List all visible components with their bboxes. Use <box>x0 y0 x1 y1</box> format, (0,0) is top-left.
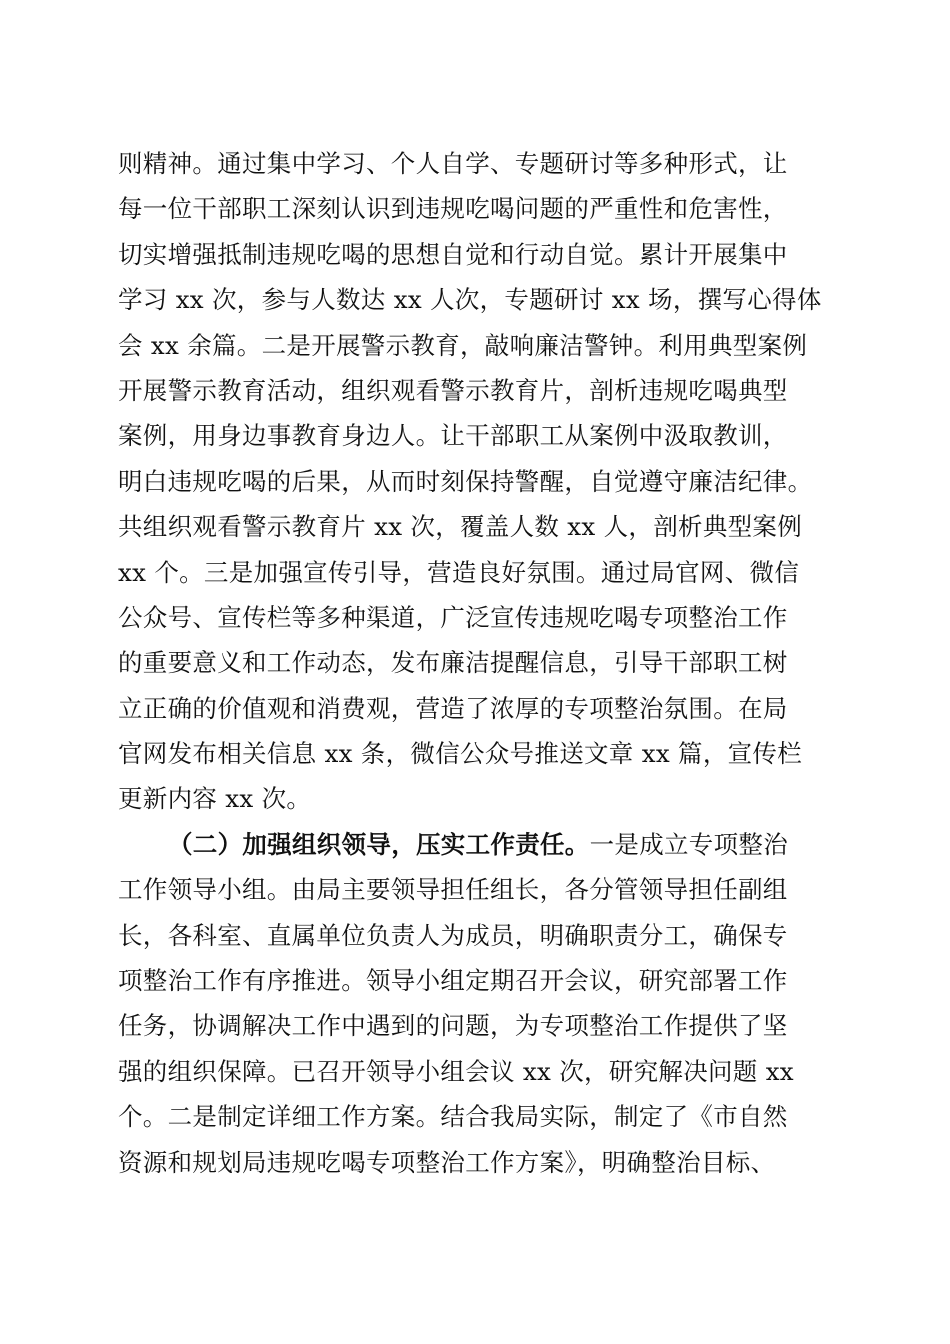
paragraph-line: 长，各科室、直属单位负责人为成员，明确职责分工，确保专 <box>118 920 788 950</box>
paragraph-line: 会 xx 余篇。二是开展警示教育，敲响廉洁警钟。利用典型案例 <box>118 330 808 360</box>
paragraph-line: 公众号、宣传栏等多种渠道，广泛宣传违规吃喝专项整治工作 <box>118 602 788 632</box>
paragraph-line: 强的组织保障。已召开领导小组会议 xx 次，研究解决问题 xx <box>118 1056 794 1086</box>
paragraph-line: 则精神。通过集中学习、个人自学、专题研讨等多种形式，让 <box>118 149 788 178</box>
section-heading-rest: 一是成立专项整治 <box>589 829 789 859</box>
paragraph-line: 立正确的价值观和消费观，营造了浓厚的专项整治氛围。在局 <box>118 693 788 723</box>
paragraph-line: 任务，协调解决工作中遇到的问题，为专项整治工作提供了坚 <box>118 1011 788 1041</box>
paragraph-line: 官网发布相关信息 xx 条，微信公众号推送文章 xx 篇，宣传栏 <box>118 739 803 769</box>
paragraph-line: 每一位干部职工深刻认识到违规吃喝问题的严重性和危害性， <box>118 194 788 224</box>
paragraph-line: 案例，用身边事教育身边人。让干部职工从案例中汲取教训， <box>118 421 788 451</box>
paragraph-line: 项整治工作有序推进。领导小组定期召开会议，研究部署工作 <box>118 966 788 996</box>
paragraph-line: 的重要意义和工作动态，发布廉洁提醒信息，引导干部职工树 <box>118 648 788 678</box>
paragraph-line: 更新内容 xx 次。 <box>118 784 312 814</box>
section-heading-line <box>118 822 838 867</box>
paragraph-line: 切实增强抵制违规吃喝的思想自觉和行动自觉。累计开展集中 <box>118 239 788 269</box>
paragraph-line: 资源和规划局违规吃喝专项整治工作方案》，明确整治目标、 <box>118 1147 776 1177</box>
paragraph-line: 开展警示教育活动，组织观看警示教育片，剖析违规吃喝典型 <box>118 375 788 405</box>
paragraph-line: 明白违规吃喝的后果，从而时刻保持警醒，自觉遵守廉洁纪律。 <box>118 466 813 496</box>
section-heading: （二）加强组织领导，压实工作责任。 <box>168 829 590 859</box>
document-body <box>118 141 838 1185</box>
paragraph-line: 学习 xx 次，参与人数达 xx 人次，专题研讨 xx 场，撰写心得体 <box>118 285 822 315</box>
paragraph-line: 工作领导小组。由局主要领导担任组长，各分管领导担任副组 <box>118 875 788 905</box>
paragraph-line: 个。二是制定详细工作方案。结合我局实际，制定了《市自然 <box>118 1102 788 1132</box>
paragraph-line: xx 个。三是加强宣传引导，营造良好氛围。通过局官网、微信 <box>118 557 800 587</box>
paragraph-line: 共组织观看警示教育片 xx 次，覆盖人数 xx 人，剖析典型案例 <box>118 512 803 542</box>
